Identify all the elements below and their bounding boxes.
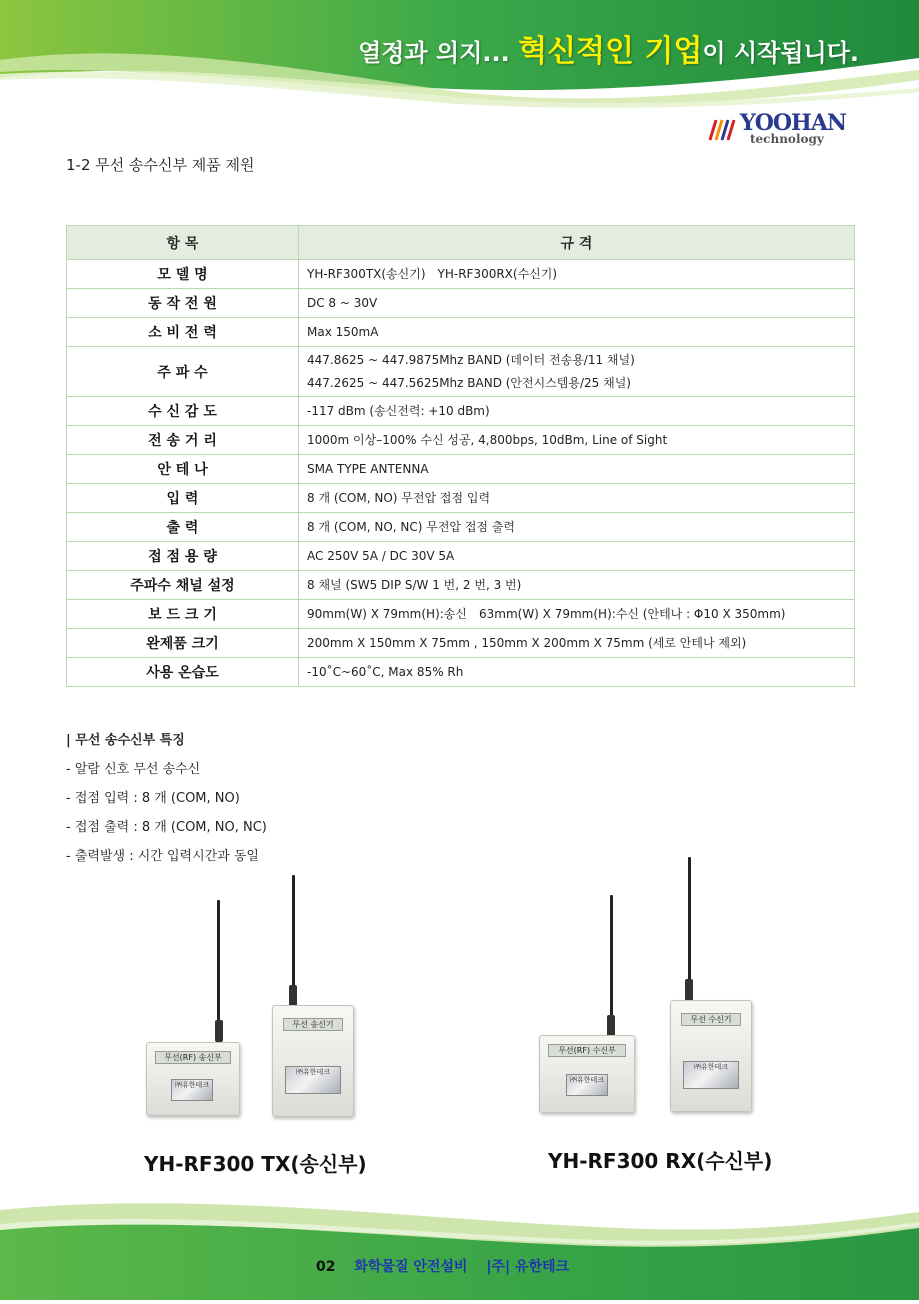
table-row	[67, 629, 855, 658]
row-value	[299, 318, 855, 347]
rx-product-image	[535, 855, 775, 1115]
row-value	[299, 658, 855, 687]
row-value	[299, 260, 855, 289]
row-value-line: 447.8625 ~ 447.9875Mhz BAND (데이터 전송용/11 채널)	[307, 352, 635, 367]
row-key: 모 델 명	[67, 260, 299, 289]
row-value	[299, 426, 855, 455]
row-value	[299, 484, 855, 513]
antenna-icon	[292, 875, 295, 995]
page-number: 02	[316, 1259, 336, 1275]
footer-company: |주| 유한테크	[486, 1259, 570, 1275]
row-value-line: YH-RF300TX(송신기) YH-RF300RX(수신기)	[307, 266, 558, 281]
row-value-line: SMA TYPE ANTENNA	[307, 461, 429, 476]
spec-table	[66, 225, 855, 687]
logo-wordmark: YOOHAN	[740, 110, 846, 136]
box-label: 무선(RF) 송신부	[155, 1051, 231, 1064]
row-key: 소 비 전 력	[67, 318, 299, 347]
row-key: 보 드 크 기	[67, 600, 299, 629]
row-value-line: -10˚C~60˚C, Max 85% Rh	[307, 664, 464, 679]
row-key: 주 파 수	[67, 347, 299, 397]
slogan-post: 이 시작됩니다.	[702, 39, 859, 67]
antenna-icon	[217, 900, 220, 1030]
box-plate: ㈜유한테크	[285, 1066, 341, 1094]
logo-stripes-icon	[706, 110, 740, 144]
table-row	[67, 513, 855, 542]
row-value-line: 8 개 (COM, NO, NC) 무전압 접점 출력	[307, 519, 516, 534]
row-value	[299, 600, 855, 629]
box-label: 무선(RF) 수신부	[548, 1044, 626, 1057]
slogan-pre: 열정과 의지...	[358, 39, 519, 67]
row-value	[299, 455, 855, 484]
row-value	[299, 629, 855, 658]
tx-caption: YH-RF300 TX(송신부)	[144, 1152, 367, 1176]
antenna-base	[685, 979, 693, 1001]
row-key: 안 테 나	[67, 455, 299, 484]
row-value-line: 447.2625 ~ 447.5625Mhz BAND (안전시스템용/25 채널)	[307, 375, 631, 390]
spec-table-header	[67, 226, 855, 260]
row-value-line: 1000m 이상–100% 수신 성공, 4,800bps, 10dBm, Line of Sight	[307, 432, 668, 447]
row-value	[299, 571, 855, 600]
row-key: 입 력	[67, 484, 299, 513]
feature-item: - 접점 입력 : 8 개 (COM, NO)	[66, 791, 240, 806]
table-row	[67, 484, 855, 513]
antenna-base	[215, 1020, 223, 1042]
rx-box-back	[670, 1000, 752, 1112]
row-value-line: Max 150mA	[307, 324, 379, 339]
table-row	[67, 455, 855, 484]
table-row	[67, 426, 855, 455]
row-key: 수 신 감 도	[67, 397, 299, 426]
row-value	[299, 289, 855, 318]
antenna-base	[607, 1015, 615, 1037]
header-spec: 규 격	[299, 226, 855, 260]
antenna-icon	[688, 857, 691, 987]
feature-item: - 접점 출력 : 8 개 (COM, NO, NC)	[66, 820, 267, 835]
row-value-line: 200mm X 150mm X 75mm , 150mm X 200mm X 75mm (세로 안테나 제외)	[307, 635, 747, 650]
rx-box-front	[539, 1035, 635, 1113]
row-key: 완제품 크기	[67, 629, 299, 658]
table-row	[67, 600, 855, 629]
features-heading: | 무선 송수신부 특징	[66, 733, 185, 748]
table-row	[67, 260, 855, 289]
antenna-base	[289, 985, 297, 1007]
row-value-line: AC 250V 5A / DC 30V 5A	[307, 548, 455, 563]
row-value-line: -117 dBm (송신전력: +10 dBm)	[307, 403, 490, 418]
company-logo	[706, 110, 856, 150]
table-row	[67, 318, 855, 347]
table-row	[67, 571, 855, 600]
row-value	[299, 347, 855, 397]
box-plate: ㈜유한테크	[566, 1074, 608, 1096]
footer-doc-name: 화학물질 안전설비	[354, 1259, 468, 1275]
rx-caption: YH-RF300 RX(수신부)	[548, 1149, 773, 1173]
row-key: 사용 온습도	[67, 658, 299, 687]
row-value	[299, 542, 855, 571]
row-value-line: 90mm(W) X 79mm(H):송신 63mm(W) X 79mm(H):수신 (안테나 : Φ10 X 350mm)	[307, 606, 786, 621]
section-title: 1-2 무선 송수신부 제품 제원	[66, 156, 255, 174]
box-label: 무선 수신기	[681, 1013, 741, 1026]
row-value	[299, 397, 855, 426]
tx-box-front	[146, 1042, 240, 1116]
header-item: 항 목	[67, 226, 299, 260]
row-key: 전 송 거 리	[67, 426, 299, 455]
row-key: 동 작 전 원	[67, 289, 299, 318]
row-key: 출 력	[67, 513, 299, 542]
slogan-highlight: 혁신적인 기업	[518, 34, 703, 69]
row-value-line: DC 8 ~ 30V	[307, 295, 378, 310]
tx-product-image	[140, 870, 380, 1120]
row-value	[299, 513, 855, 542]
footer-text	[316, 1256, 569, 1276]
box-plate: ㈜유한테크	[683, 1061, 739, 1089]
row-value-line: 8 채널 (SW5 DIP S/W 1 번, 2 번, 3 번)	[307, 577, 522, 592]
tx-box-back	[272, 1005, 354, 1117]
row-value-line: 8 개 (COM, NO) 무전압 접점 입력	[307, 490, 491, 505]
table-row	[67, 658, 855, 687]
feature-item: - 알람 신호 무선 송수신	[66, 762, 201, 777]
header-slogan	[358, 26, 859, 70]
row-key: 접 점 용 량	[67, 542, 299, 571]
table-row	[67, 347, 855, 397]
footer-band	[0, 1190, 919, 1300]
logo-subtitle: technology	[750, 132, 824, 146]
table-row	[67, 542, 855, 571]
table-row	[67, 397, 855, 426]
row-key: 주파수 채널 설정	[67, 571, 299, 600]
table-row	[67, 289, 855, 318]
feature-item: - 출력발생 : 시간 입력시간과 동일	[66, 849, 259, 864]
box-plate: ㈜유한테크	[171, 1079, 213, 1101]
box-label: 무선 송신기	[283, 1018, 343, 1031]
antenna-icon	[610, 895, 613, 1025]
